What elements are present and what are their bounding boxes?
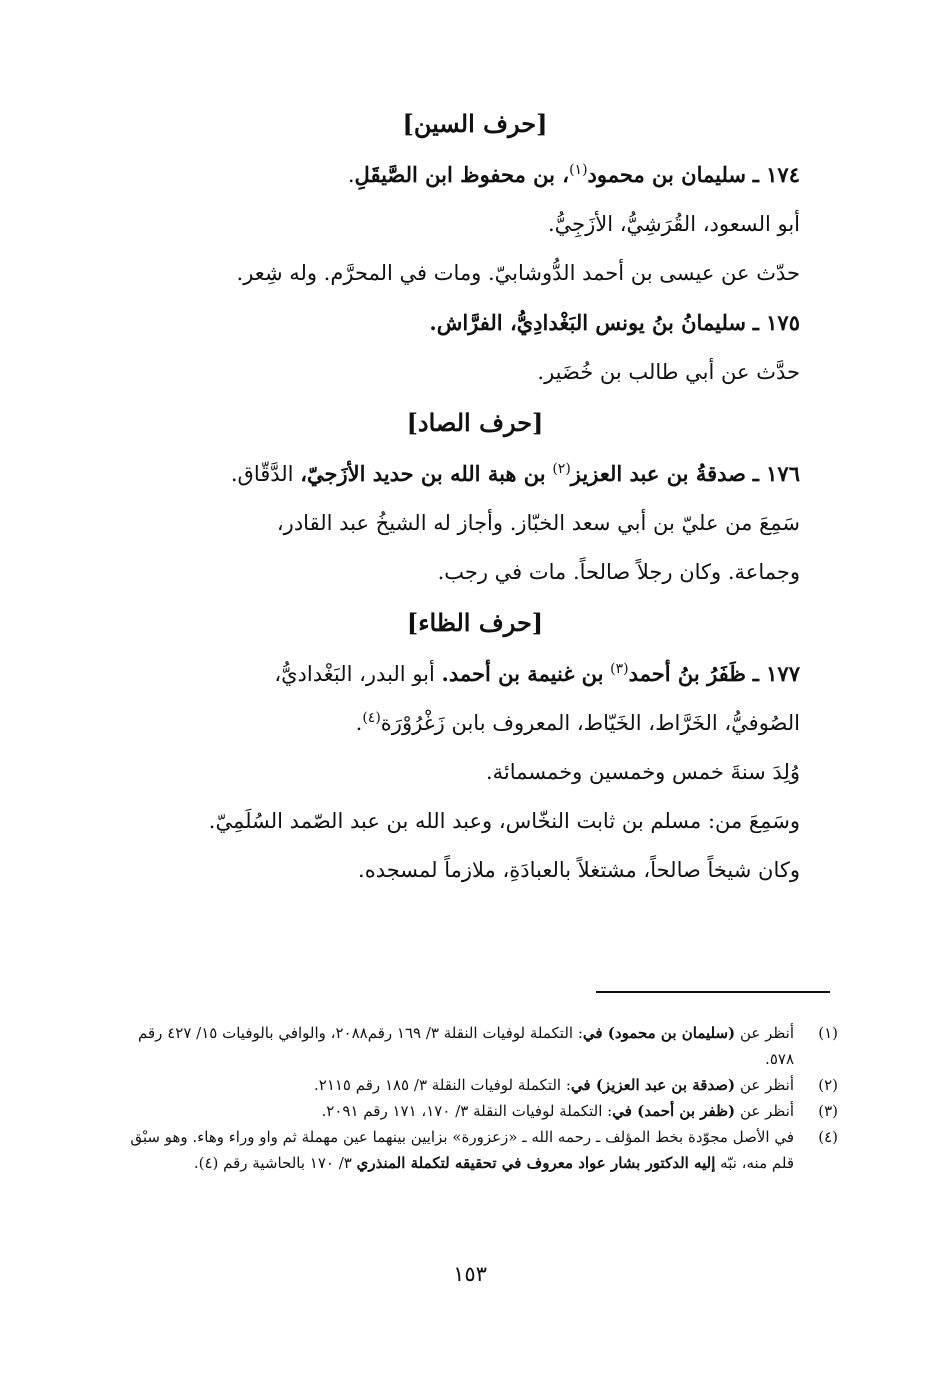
entry-name: سليمانُ بنُ يونس البَغْدادِيُّ، الفرَّاش.	[429, 310, 746, 335]
footnote-divider	[596, 991, 830, 993]
main-text	[150, 98, 800, 895]
footnote-number: (٣)	[818, 1102, 838, 1120]
entry-number: ١٧٧ ـ	[752, 661, 800, 686]
footnote-4	[112, 1124, 838, 1176]
footnote-text-bold: (سليمان بن محمود) في	[582, 1024, 736, 1042]
section-heading-zaa: [حرف الظاء]	[406, 608, 544, 637]
entry-name: سليمان بن محمود	[587, 162, 746, 187]
footnote-number: (٤)	[818, 1128, 838, 1146]
entry-name-rest: ، بن محفوظ ابن الصَّيقَلِ	[354, 162, 570, 187]
footnote-ref[interactable]: (٤)	[362, 710, 381, 726]
footnote-text-bold: (صدقة بن عبد العزيز) في	[570, 1076, 736, 1094]
entry-174-line-1: أبو السعود، القُرَشِيُّ، الأزَجِيُّ.	[547, 212, 800, 236]
entry-number: ١٧٥ ـ	[752, 310, 800, 335]
entry-tail: الدَّقّاق.	[230, 462, 294, 486]
footnote-1	[112, 1020, 838, 1072]
entry-174-header	[150, 150, 800, 200]
footnote-ref[interactable]: (٣)	[610, 661, 629, 677]
entry-name: ظَفَرُ بنُ أحمد	[628, 661, 746, 686]
entry-number: ١٧٤ ـ	[752, 162, 800, 187]
footnotes	[112, 1020, 838, 1176]
entry-175-line-1: حدَّث عن أبي طالب بن خُضَير.	[537, 360, 800, 384]
page-number: ١٥٣	[453, 1262, 487, 1286]
entry-tail: .	[347, 163, 355, 187]
entry-176-line-2: وجماعة. وكان رجلاً صالحاً. مات في رجب.	[437, 560, 800, 584]
footnote-text-bold: (ظفر بن أحمد) في	[612, 1102, 736, 1120]
section-heading-saad: [حرف الصاد]	[406, 408, 544, 437]
footnote-ref[interactable]: (٢)	[552, 461, 571, 477]
entry-tail: أبو البدر، البَغْداديُّ،	[274, 662, 435, 686]
entry-175-header	[150, 298, 800, 348]
footnote-2	[112, 1072, 838, 1098]
footnote-text-pre: في الأصل مجوّدة بخط المؤلف ـ رحمه الله ـ «زعزورة» بزايين بينهما عين مهملة ثم واو وراء وهاء. وهو سبْق قلم منه، نبّه	[130, 1128, 794, 1172]
footnote-text-bold: إليه الدكتور بشار عواد معروف في تحقيقه لتكملة المنذري	[356, 1154, 716, 1172]
entry-177-line-2: وسَمِعَ من: مسلم بن ثابت النخّاس، وعبد الله بن عبد الصّمد السُلَمِيّ.	[208, 809, 800, 833]
footnote-text-pre: أنظر عن	[739, 1024, 794, 1042]
footnote-text-post: : التكملة لوفيات النقلة ٣/ ١٦٩ رقم٢٠٨٨، والوافي بالوفيات ١٥/ ٤٢٧ رقم ٥٧٨.	[138, 1024, 794, 1068]
footnote-text-pre: أنظر عن	[739, 1102, 794, 1120]
footnote-number: (١)	[818, 1024, 838, 1042]
footnote-3	[112, 1098, 838, 1124]
entry-177-continuation	[120, 699, 800, 748]
footnote-number: (٢)	[818, 1076, 838, 1094]
entry-176-line-1: سَمِعَ من عليّ بن أبي سعد الخبّاز. وأجاز له الشيخُ عبد القادر،	[276, 511, 800, 535]
entry-name-rest: بن هبة الله بن حديد الأزَجيّ،	[300, 461, 546, 486]
entry-number: ١٧٦ ـ	[752, 461, 800, 486]
footnote-text-post: ٣/ ١٧٠ بالحاشية رقم (٤).	[193, 1154, 352, 1172]
entry-176-header	[120, 449, 800, 499]
entry-name: صدقةُ بن عبد العزيز	[570, 461, 746, 486]
entry-continuation-text: الصُوفيُّ، الخَرَّاط، الخَيّاط، المعروف بابن زَغْرُوْرَة	[380, 711, 800, 735]
footnote-text-post: : التكملة لوفيات النقلة ٣/ ١٨٥ رقم ٢١١٥.	[313, 1076, 571, 1094]
footnote-text-post: : التكملة لوفيات النقلة ٣/ ١٧٠، ١٧١ رقم ٢٠٩١.	[321, 1102, 613, 1120]
entry-174-line-2: حدّث عن عيسى بن أحمد الدُّوشابيّ. ومات في المحرَّم. وله شِعر.	[236, 261, 800, 285]
entry-continuation-tail: .	[355, 711, 363, 735]
footnote-text-pre: أنظر عن	[739, 1076, 794, 1094]
entry-name-rest: بن غنيمة بن أحمد.	[441, 661, 604, 686]
entry-177-line-3: وكان شيخاً صالحاً، مشتغلاً بالعبادَةِ، ملازماً لمسجده.	[358, 858, 800, 882]
section-heading-seen: [حرف السين]	[402, 109, 548, 138]
entry-177-line-1: وُلِدَ سنةَ خمس وخمسين وخمسمائة.	[486, 760, 800, 784]
footnote-ref[interactable]: (١)	[569, 162, 588, 178]
entry-177-header	[120, 649, 800, 699]
